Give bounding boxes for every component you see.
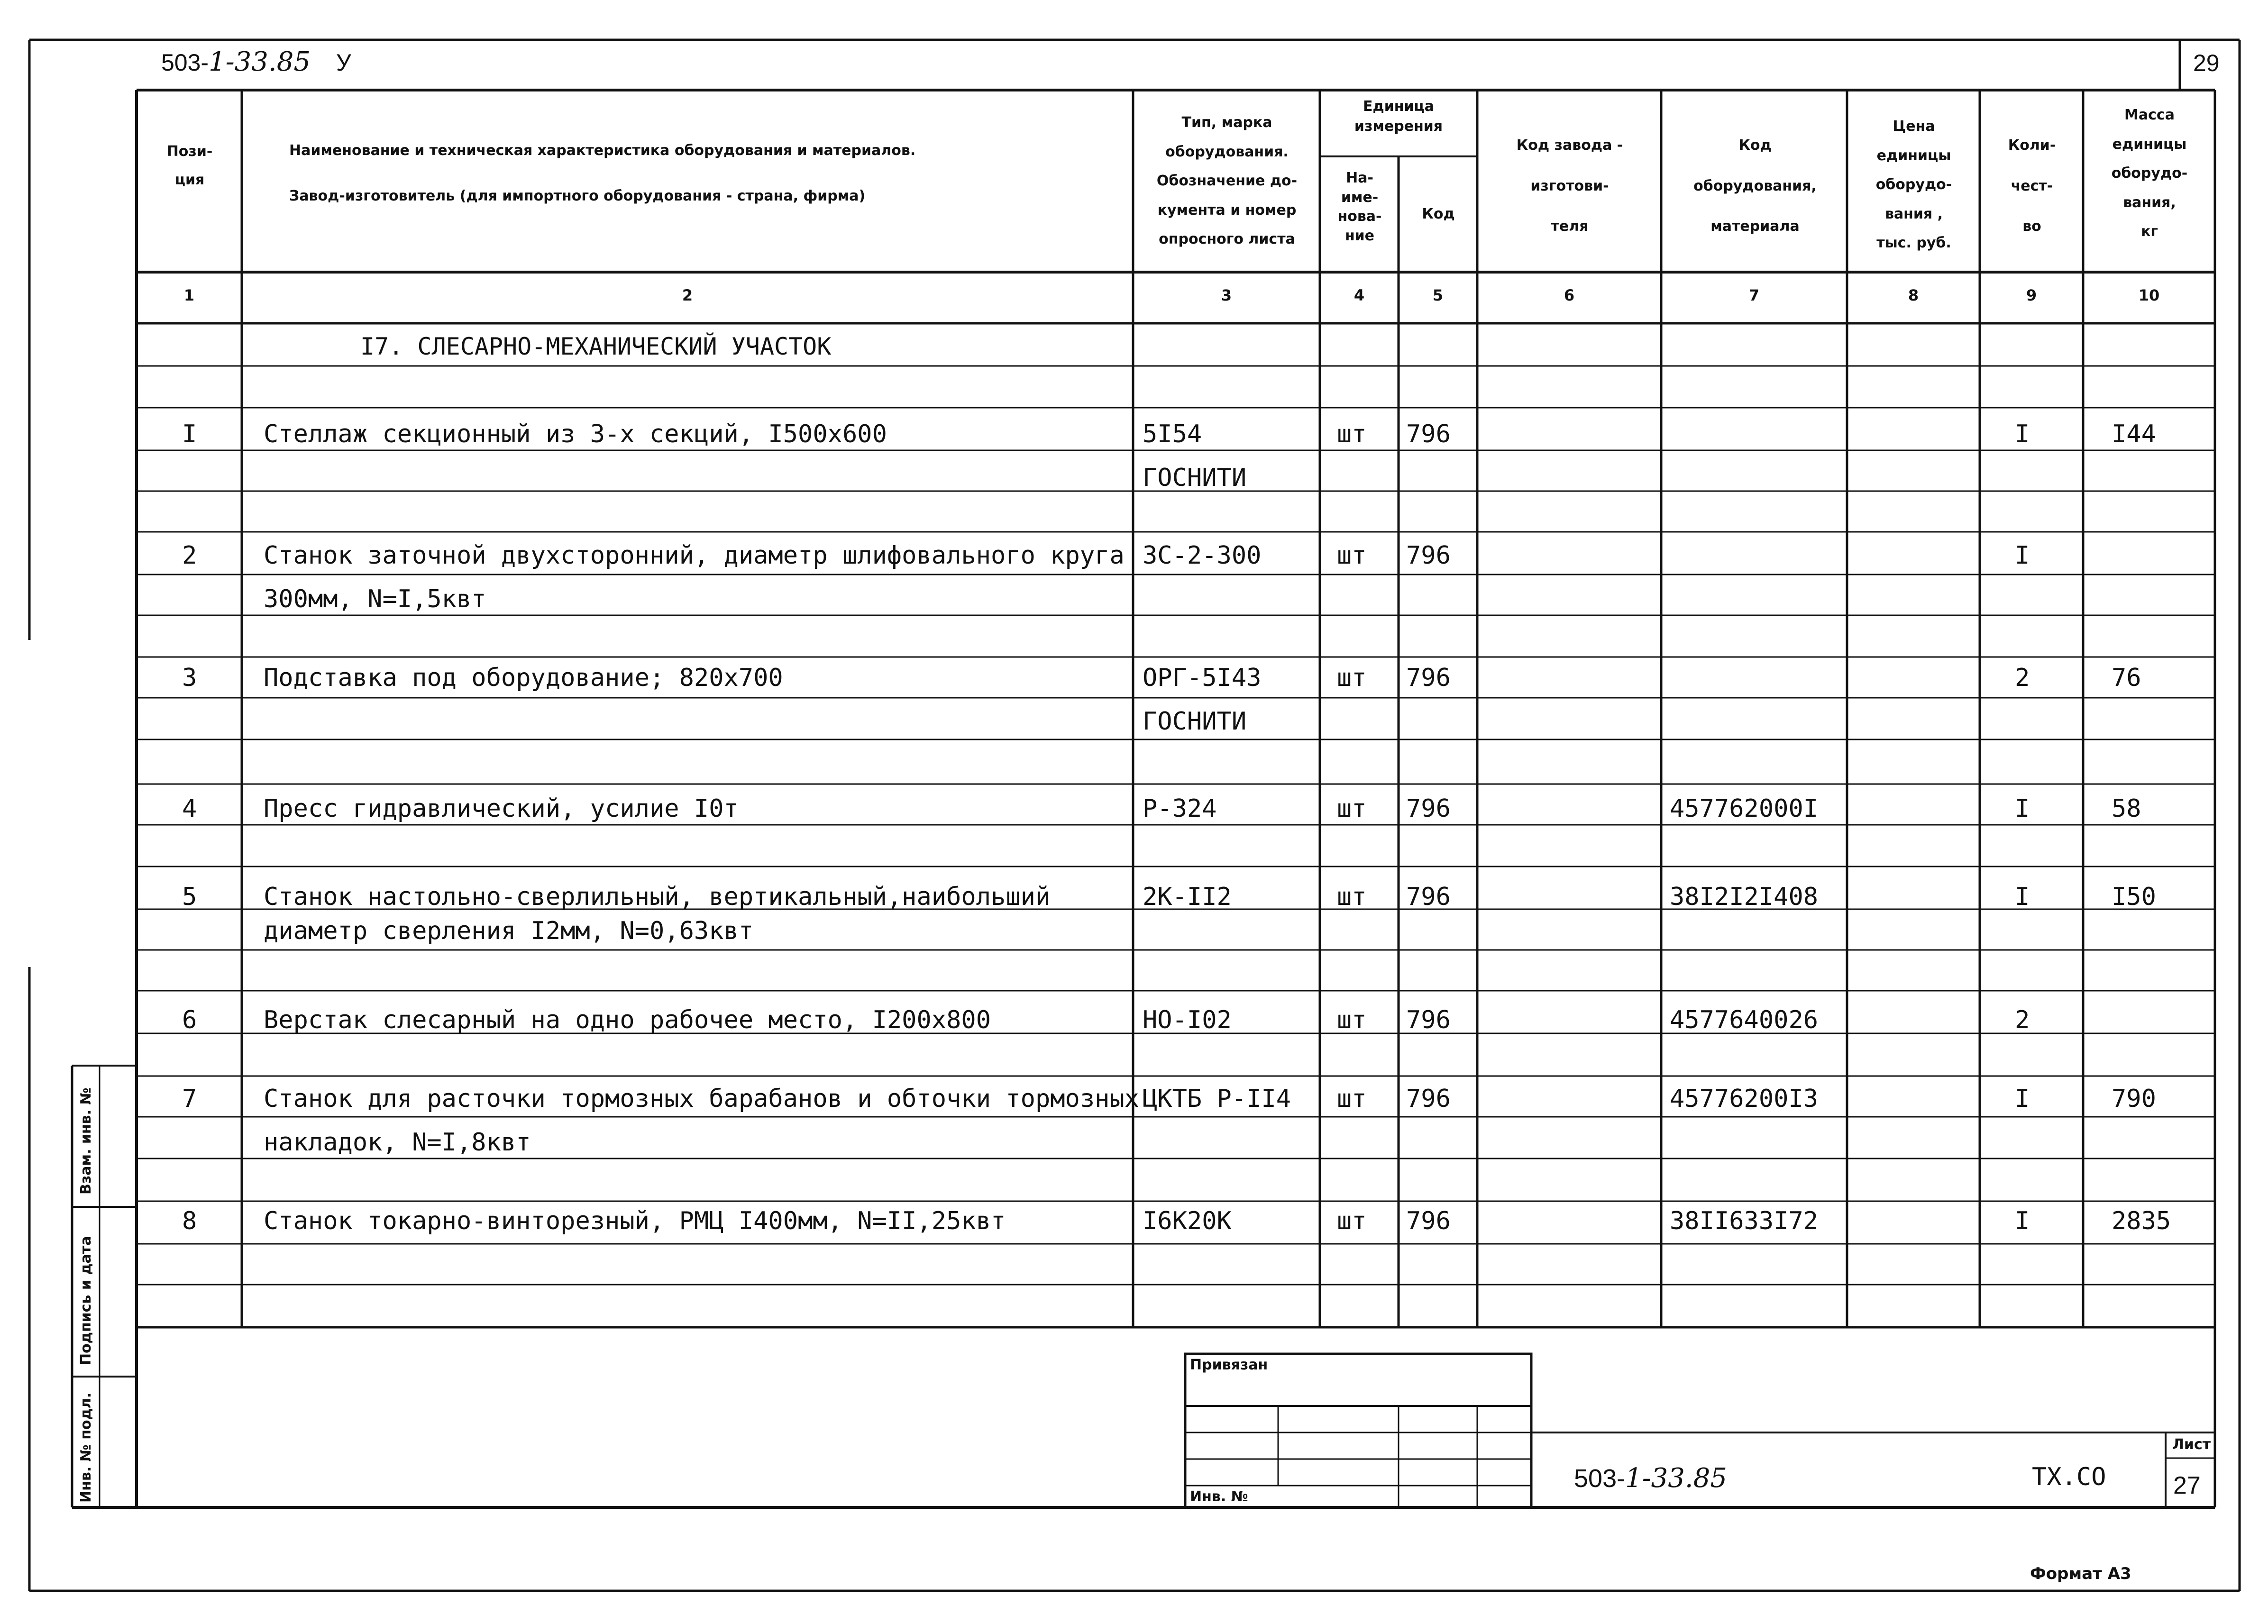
stamp-privyazan: Привязан <box>1190 1357 1268 1373</box>
row-position: 6 <box>182 1006 197 1034</box>
stamp-inv-no: Инв. № <box>1190 1488 1248 1505</box>
section-title: I7. СЛЕСАРНО-МЕХАНИЧЕСКИЙ УЧАСТОК <box>360 333 832 360</box>
column-number-2: 2 <box>682 286 693 304</box>
stamp-document-code-handwritten: 1-33.85 <box>1625 1463 1727 1494</box>
row-mass: 2835 <box>2112 1207 2171 1235</box>
stamp-mark: ТХ.СО <box>2032 1463 2106 1491</box>
column-number-6: 6 <box>1564 286 1575 304</box>
row-type-line2: ГОСНИТИ <box>1143 707 1247 736</box>
column-number-9: 9 <box>2026 286 2037 304</box>
header-price: Цена единицы оборудо- вания , тыс. руб. <box>1875 118 1952 251</box>
header-type: Тип, марка оборудования. Обозначение до- кумента и номер опросного листа <box>1156 114 1298 247</box>
row-unit-code: 796 <box>1406 794 1451 823</box>
row-mass: I44 <box>2112 420 2156 448</box>
row-position: 5 <box>182 883 197 911</box>
row-type-line2: ГОСНИТИ <box>1143 464 1247 492</box>
row-type: I6К20К <box>1143 1207 1232 1235</box>
header-unit-name: На- име- нова- ние <box>1337 170 1382 244</box>
row-position: 3 <box>182 664 197 692</box>
row-equipment-code: 4577640026 <box>1670 1006 1819 1034</box>
row-unit: шт <box>1337 420 1367 448</box>
side-label-podpis-data: Подпись и дата <box>78 1236 94 1365</box>
header-name-line1: Наименование и техническая характеристика оборудования и материалов. <box>289 142 916 159</box>
row-name: Подставка под оборудование; 820х700 <box>264 664 783 692</box>
row-unit-code: 796 <box>1406 664 1451 692</box>
row-unit: шт <box>1337 1085 1367 1113</box>
row-position: 7 <box>182 1085 197 1113</box>
row-type: ОРГ-5I43 <box>1143 664 1262 692</box>
column-number-5: 5 <box>1432 286 1444 304</box>
row-mass: 58 <box>2112 794 2141 823</box>
row-name-line2: 300мм, N=I,5квт <box>264 585 486 613</box>
header-factory-code: Код завода - изготови- теля <box>1516 137 1623 235</box>
row-equipment-code: 45776200I3 <box>1670 1085 1819 1113</box>
row-name: Пресс гидравлический, усилие I0т <box>264 794 739 823</box>
stamp-document-code-prefix: 503- <box>1574 1464 1626 1493</box>
row-unit: шт <box>1337 1006 1367 1034</box>
row-quantity: I <box>2015 883 2030 911</box>
row-equipment-code: 38I2I2I408 <box>1670 883 1819 911</box>
header-name-line2: Завод-изготовитель (для импортного оборудования - страна, фирма) <box>289 188 866 204</box>
row-position: I <box>182 420 197 448</box>
column-number-8: 8 <box>1908 286 1919 304</box>
column-number-3: 3 <box>1221 286 1232 304</box>
row-name-line2: накладок, N=I,8квт <box>264 1128 531 1157</box>
row-quantity: I <box>2015 1085 2030 1113</box>
row-position: 4 <box>182 794 197 823</box>
row-equipment-code: 457762000I <box>1670 794 1819 823</box>
row-unit: шт <box>1337 794 1367 823</box>
column-number-10: 10 <box>2138 286 2160 304</box>
row-unit: шт <box>1337 664 1367 692</box>
row-equipment-code: 38II633I72 <box>1670 1207 1819 1235</box>
header-unit-group: Единица измерения <box>1354 98 1443 135</box>
row-unit-code: 796 <box>1406 1085 1451 1113</box>
row-name: Станок заточной двухсторонний, диаметр шлифовального круга <box>264 541 1125 570</box>
row-mass: I50 <box>2112 883 2156 911</box>
row-unit-code: 796 <box>1406 883 1451 911</box>
row-quantity: I <box>2015 541 2030 570</box>
column-number-1: 1 <box>183 286 195 304</box>
row-name: Верстак слесарный на одно рабочее место, I200х800 <box>264 1006 991 1034</box>
row-quantity: I <box>2015 794 2030 823</box>
header-name <box>247 128 1171 219</box>
page-number: 29 <box>2193 50 2220 76</box>
header-unit-code: Код <box>1422 206 1455 222</box>
row-quantity: I <box>2015 1207 2030 1235</box>
side-label-vzam-inv: Взам. инв. № <box>78 1087 94 1195</box>
document-code-suffix: У <box>336 49 351 76</box>
row-type: Р-324 <box>1143 794 1217 823</box>
header-position: Пози- ция <box>166 143 213 188</box>
header-quantity: Коли- чест- во <box>2008 137 2056 235</box>
row-unit-code: 796 <box>1406 420 1451 448</box>
row-type: 2К-II2 <box>1143 883 1232 911</box>
row-quantity: I <box>2015 420 2030 448</box>
document-code-handwritten: 1-33.85 <box>209 46 311 77</box>
stamp-sheet-label: Лист <box>2172 1436 2211 1453</box>
document-code <box>161 46 351 77</box>
row-quantity: 2 <box>2015 1006 2030 1034</box>
row-unit-code: 796 <box>1406 1006 1451 1034</box>
row-unit: шт <box>1337 883 1367 911</box>
header-mass: Масса единицы оборудо- вания, кг <box>2111 107 2188 240</box>
side-label-inv-podl: Инв. № подл. <box>78 1392 94 1503</box>
row-position: 8 <box>182 1207 197 1235</box>
stamp-document-code <box>1574 1463 1727 1494</box>
document-code-prefix: 503- <box>161 49 209 76</box>
row-mass: 76 <box>2112 664 2141 692</box>
row-position: 2 <box>182 541 197 570</box>
row-name: Станок настольно-сверлильный, вертикальный,наибольший <box>264 883 1051 911</box>
row-type: ЦКТБ Р-II4 <box>1143 1085 1291 1113</box>
format-label: Формат А3 <box>2030 1564 2131 1583</box>
stamp-sheet-number: 27 <box>2173 1472 2201 1499</box>
row-name: Станок для расточки тормозных барабанов и обточки тормозных <box>264 1085 1140 1113</box>
row-type: 3С-2-300 <box>1143 541 1262 570</box>
row-unit: шт <box>1337 1207 1367 1235</box>
row-name: Стеллаж секционный из 3-х секций, I500х600 <box>264 420 887 448</box>
column-number-7: 7 <box>1748 286 1760 304</box>
header-equipment-code: Код оборудования, материала <box>1693 137 1817 235</box>
row-name-line2: диаметр сверления I2мм, N=0,63квт <box>264 917 754 945</box>
row-type: 5I54 <box>1143 420 1202 448</box>
column-number-4: 4 <box>1353 286 1365 304</box>
row-quantity: 2 <box>2015 664 2030 692</box>
row-mass: 790 <box>2112 1085 2156 1113</box>
row-name: Станок токарно-винторезный, РМЦ I400мм, N=II,25квт <box>264 1207 1006 1235</box>
row-unit: шт <box>1337 541 1367 570</box>
row-unit-code: 796 <box>1406 1207 1451 1235</box>
row-unit-code: 796 <box>1406 541 1451 570</box>
row-type: НО-I02 <box>1143 1006 1232 1034</box>
